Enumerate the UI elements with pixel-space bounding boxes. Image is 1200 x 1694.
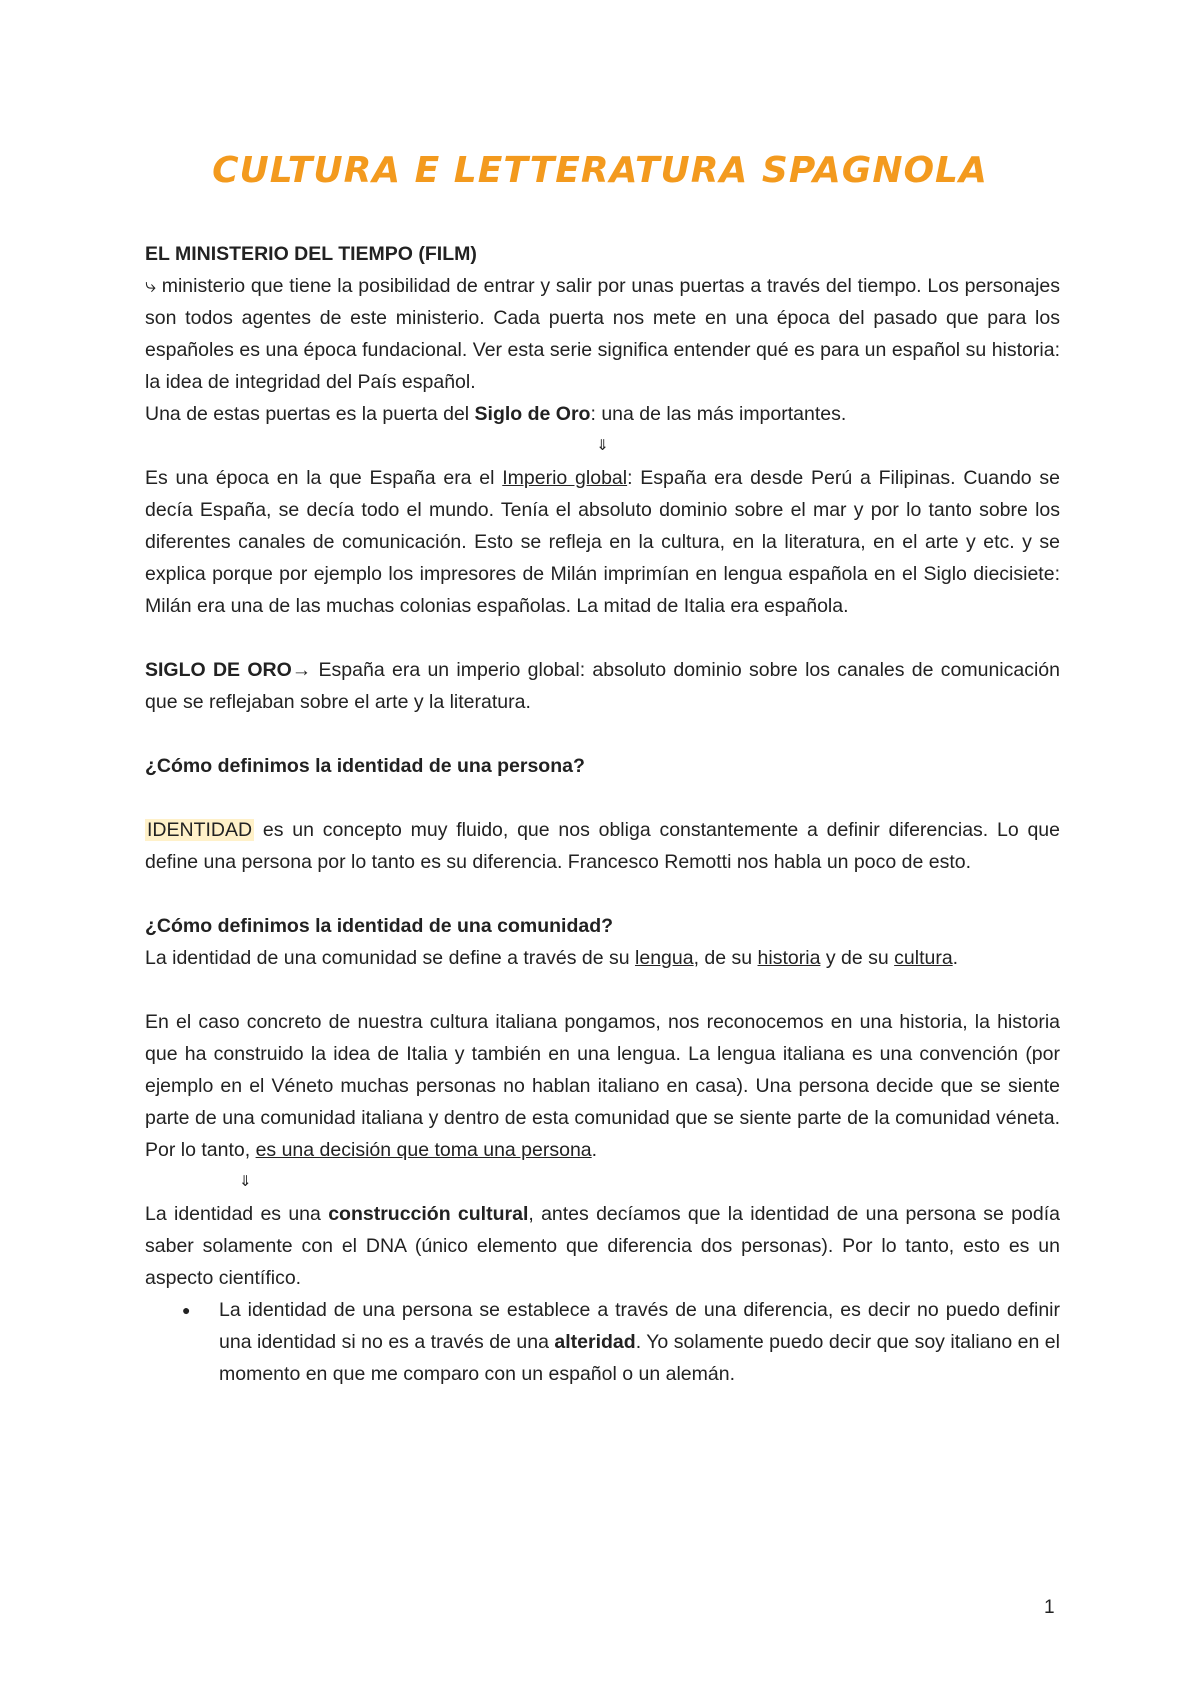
list-item: ● La identidad de una persona se establece a través de una diferencia, es decir no puedo definir una identidad si no es a través de una alteridad. Yo solamente puedo decir que soy italiano en el momento en que me comparo con un español o un alemán. [219, 1294, 1060, 1390]
question-identidad-comunidad: ¿Cómo definimos la identidad de una comunidad? [145, 915, 614, 937]
paragraph-ministerio: ⤷ ministerio que tiene la posibilidad de entrar y salir por unas puertas a través del tiempo. Los personajes son todos agentes de este ministerio. Cada puerta nos mete en una época del pasado que para los españoles es una época fundacional. Ver esta serie significa entender qué es para un español su historia: la idea de integridad del País español. [145, 275, 1060, 393]
paragraph-imperio-global: Es una época en la que España era el Imperio global: España era desde Perú a Filipinas. Cuando se decía España, se decía todo el mundo. Tenía el absoluto dominio sobre el mar y por lo tanto sobre los diferentes canales de comunicación. Esto se refleja en la cultura, en la literatura, en el arte y etc. y se explica porque por ejemplo los impresores de Milán imprimían en lengua española en el Siglo diecisiete: Milán era una de las muchas colonias españolas. La mitad de Italia era española. [145, 467, 1060, 617]
paragraph-construccion-cultural: La identidad es una construcción cultural, antes decíamos que la identidad de una persona se podía saber solamente con el DNA (único elemento que diferencia dos personas). Por lo tanto, esto es un aspecto científico. [145, 1203, 1060, 1289]
bullet-list [145, 1294, 1060, 1390]
highlight-identidad: IDENTIDAD [147, 819, 253, 841]
paragraph-siglo-de-oro-intro: Una de estas puertas es la puerta del Siglo de Oro: una de las más importantes. [145, 403, 847, 425]
question-identidad-persona: ¿Cómo definimos la identidad de una persona? [145, 755, 585, 777]
document-title: CULTURA E LETTERATURA SPAGNOLA [212, 150, 988, 191]
document-body [145, 238, 1060, 1390]
paragraph-comunidad: La identidad de una comunidad se define a través de su lengua, de su historia y de su cultura. [145, 947, 959, 969]
paragraph-siglo-de-oro-summary: SIGLO DE ORO→ España era un imperio global: absoluto dominio sobre los canales de comunicación que se reflejaban sobre el arte y la literatura. [145, 659, 1060, 713]
page-number: 1 [1044, 1597, 1055, 1618]
paragraph-identidad: IDENTIDAD es un concepto muy fluido, que nos obliga constantemente a definir diferencias. Lo que define una persona por lo tanto es su diferencia. Francesco Remotti nos habla un poco de esto. [145, 819, 1060, 873]
down-arrow-icon: ⇓ [596, 437, 609, 454]
bullet-icon: ● [182, 1302, 191, 1318]
down-arrow-icon: ⇓ [239, 1173, 252, 1190]
paragraph-cultura-italiana: En el caso concreto de nuestra cultura italiana pongamos, nos reconocemos en una historia, la historia que ha construido la idea de Italia y también en una lengua. La lengua italiana es una convención (por ejemplo en el Véneto muchas personas no hablan italiano en casa). Una persona decide que se siente parte de una comunidad italiana y dentro de esta comunidad que se siente parte de la comunidad véneta. Por lo tanto, es una decisión que toma una persona. [145, 1011, 1060, 1161]
section-heading-ministerio: EL MINISTERIO DEL TIEMPO (FILM) [145, 243, 477, 265]
